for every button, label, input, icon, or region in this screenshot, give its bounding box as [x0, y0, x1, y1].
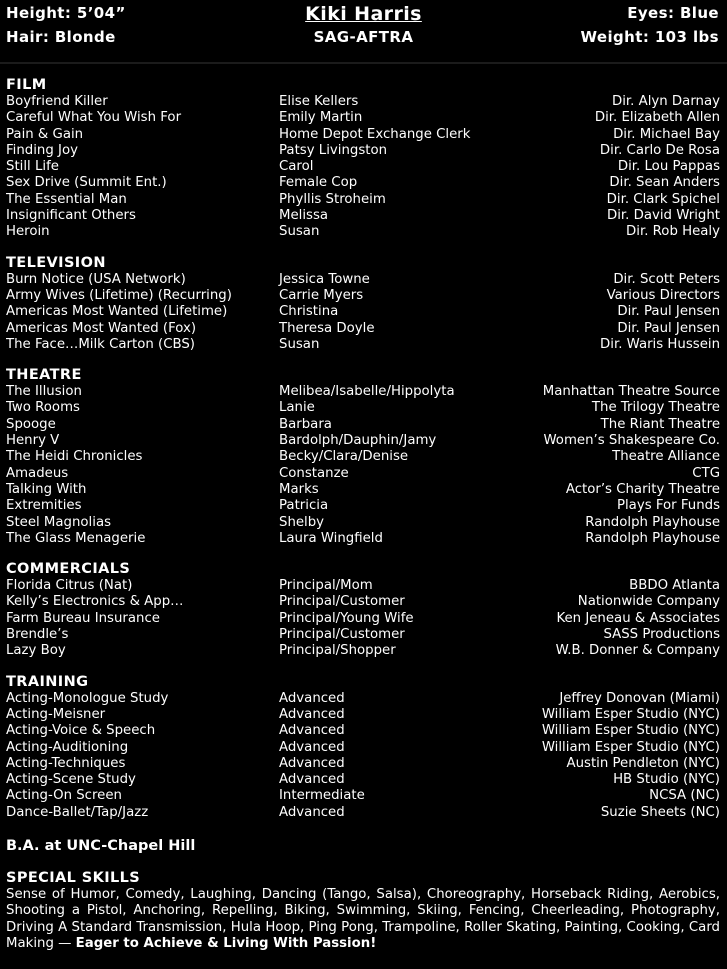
credit-row: [6, 433, 720, 449]
credit-director: Nationwide Company: [577, 594, 720, 610]
credit-row: [6, 515, 720, 531]
credit-title: Army Wives (Lifetime) (Recurring): [6, 287, 232, 303]
credit-row: [6, 304, 720, 320]
skills-list: Sense of Humor, Comedy, Laughing, Dancing (Tango, Salsa), Choreography, Horseback Riding, Aerobics, Shooting a Pistol, Anchoring, Repelling, Biking, Swimming, Skiing, Fencing, Cheerleading, Photography, Driving A Standard Transmission, Hula Hoop, Ping Pong, Trampoline, Roller Skating, Painting, Cooking, Card Making —: [6, 886, 720, 951]
credit-director: SASS Productions: [603, 627, 720, 643]
credit-row: [6, 611, 720, 627]
credit-role: Theresa Doyle: [279, 320, 375, 336]
credit-director: NCSA (NC): [649, 788, 720, 804]
credit-director: Randolph Playhouse: [585, 530, 720, 546]
credit-director: CTG: [692, 465, 720, 481]
credit-role: Principal/Mom: [279, 578, 373, 594]
section-title: TELEVISION: [6, 254, 106, 271]
credit-director: Dir. Lou Pappas: [617, 159, 720, 175]
resume-body: [0, 76, 727, 952]
credit-row: [6, 466, 720, 482]
section-title: COMMERCIALS: [6, 561, 131, 578]
section-television: [6, 254, 720, 353]
credit-role: Patricia: [279, 498, 329, 514]
union-affiliation: SAG-AFTRA: [313, 28, 414, 46]
section-title: THEATRE: [6, 367, 82, 384]
credit-title: The Face…Milk Carton (CBS): [6, 336, 195, 352]
credit-director: Austin Pendleton (NYC): [566, 755, 720, 771]
credit-director: Manhattan Theatre Source: [542, 384, 720, 400]
credit-director: The Trilogy Theatre: [591, 400, 720, 416]
credit-director: The Riant Theatre: [600, 416, 720, 432]
height-stat: Height: 5’04”: [6, 4, 126, 22]
credit-row: [6, 643, 720, 659]
credit-title: Talking With: [6, 481, 87, 497]
credit-row: [6, 594, 720, 610]
credit-row: [6, 756, 720, 772]
credit-row: [6, 482, 720, 498]
credit-title: Amadeus: [6, 465, 69, 481]
credit-title: Careful What You Wish For: [6, 110, 182, 126]
credit-title: Insignificant Others: [6, 208, 136, 224]
credit-row: [6, 337, 720, 353]
credit-role: Susan: [279, 336, 320, 352]
credit-row: [6, 772, 720, 788]
credit-title: Acting-Techniques: [6, 755, 126, 771]
credit-title: Americas Most Wanted (Fox): [6, 320, 197, 336]
hair-stat: Hair: Blonde: [6, 28, 116, 46]
education: B.A. at UNC-Chapel Hill: [6, 837, 196, 854]
credit-title: Pain & Gain: [6, 126, 84, 142]
credit-director: William Esper Studio (NYC): [541, 723, 720, 739]
section-title: FILM: [6, 77, 47, 93]
credit-role: Melibea/Isabelle/Hippolyta: [279, 384, 455, 400]
credit-row: [6, 417, 720, 433]
credit-role: Becky/Clara/Denise: [279, 449, 409, 465]
credit-title: The Glass Menagerie: [6, 530, 146, 546]
credit-title: Acting-Scene Study: [6, 772, 136, 788]
credit-title: Two Rooms: [6, 400, 80, 416]
section-film: [6, 76, 720, 241]
special-skills-text: [6, 887, 720, 952]
credit-role: Principal/Customer: [279, 594, 405, 610]
credit-row: [6, 449, 720, 465]
actor-name: Kiki Harris: [305, 3, 422, 25]
credit-director: Plays For Funds: [616, 498, 720, 514]
credit-role: Elise Kellers: [279, 94, 359, 109]
credit-role: Emily Martin: [279, 110, 363, 126]
credit-title: Dance-Ballet/Tap/Jazz: [6, 804, 149, 820]
eyes-stat: Eyes: Blue: [627, 4, 719, 22]
credit-row: [6, 578, 720, 594]
credit-title: The Illusion: [6, 384, 82, 400]
credit-director: Dir. Waris Hussein: [600, 336, 720, 352]
credit-director: Jeffrey Donovan (Miami): [559, 690, 720, 706]
credit-role: Advanced: [279, 723, 345, 739]
credit-director: Dir. Clark Spichel: [606, 191, 720, 207]
skills-tagline: Eager to Achieve & Living With Passion!: [75, 935, 377, 951]
credit-role: Phyllis Stroheim: [279, 191, 386, 207]
section-title: SPECIAL SKILLS: [6, 869, 141, 886]
credit-director: W.B. Donner & Company: [555, 643, 720, 659]
credit-row: [6, 400, 720, 416]
credit-row: [6, 627, 720, 643]
credit-row: [6, 723, 720, 739]
credit-role: Jessica Towne: [279, 271, 370, 287]
credit-director: Ken Jeneau & Associates: [556, 610, 720, 626]
credit-director: HB Studio (NYC): [613, 772, 720, 788]
credit-title: Burn Notice (USA Network): [6, 271, 186, 287]
credit-role: Advanced: [279, 690, 345, 706]
credit-role: Advanced: [279, 772, 345, 788]
weight-stat: Weight: 103 lbs: [580, 28, 719, 46]
credit-title: Extremities: [6, 498, 82, 514]
credit-role: Female Cop: [279, 175, 358, 191]
credit-director: Theatre Alliance: [612, 449, 720, 465]
credit-role: Lanie: [279, 400, 315, 416]
credit-title: Finding Joy: [6, 142, 78, 158]
credit-title: Sex Drive (Summit Ent.): [6, 175, 167, 191]
credit-role: Principal/Shopper: [279, 643, 396, 659]
credit-role: Susan: [279, 224, 320, 240]
resume-header: [0, 0, 727, 64]
credit-role: Laura Wingfield: [279, 530, 383, 546]
credit-row: [6, 208, 720, 224]
credit-title: Steel Magnolias: [6, 514, 112, 530]
credit-role: Melissa: [279, 208, 329, 224]
credit-role: Advanced: [279, 706, 345, 722]
credit-row: [6, 143, 720, 159]
credit-director: Dir. Elizabeth Allen: [594, 110, 720, 126]
credit-row: [6, 288, 720, 304]
credit-row: [6, 384, 720, 400]
credits-sections: [6, 76, 720, 821]
credit-title: Acting-Voice & Speech: [6, 723, 156, 739]
credit-role: Home Depot Exchange Clerk: [279, 126, 471, 142]
credit-row: [6, 159, 720, 175]
credit-row: [6, 224, 720, 240]
credit-row: [6, 110, 720, 126]
credit-director: Dir. Rob Healy: [626, 224, 720, 240]
credit-director: Actor’s Charity Theatre: [565, 481, 720, 497]
credit-row: [6, 175, 720, 191]
credit-row: [6, 691, 720, 707]
credit-title: Acting-On Screen: [6, 788, 122, 804]
credit-role: Carrie Myers: [279, 287, 364, 303]
credit-row: [6, 805, 720, 821]
credit-director: William Esper Studio (NYC): [541, 706, 720, 722]
credit-role: Intermediate: [279, 788, 365, 804]
credit-title: Acting-Monologue Study: [6, 690, 169, 706]
credit-role: Barbara: [279, 416, 332, 432]
credit-director: Suzie Sheets (NC): [600, 804, 720, 820]
credit-director: Dir. Paul Jensen: [617, 320, 720, 336]
credit-director: BBDO Atlanta: [629, 578, 720, 594]
credit-director: Dir. Carlo De Rosa: [599, 142, 720, 158]
credit-title: Acting-Auditioning: [6, 739, 129, 755]
credit-title: The Essential Man: [6, 191, 127, 207]
credit-title: Acting-Meisner: [6, 706, 106, 722]
credit-director: Dir. Alyn Darnay: [611, 94, 720, 109]
section-theatre: [6, 366, 720, 547]
credit-title: The Heidi Chronicles: [6, 449, 143, 465]
credit-role: Principal/Young Wife: [279, 610, 414, 626]
credit-title: Kelly’s Electronics & App…: [6, 594, 184, 610]
credit-title: Still Life: [6, 159, 59, 175]
credit-role: Principal/Customer: [279, 627, 405, 643]
credit-role: Patsy Livingston: [279, 142, 388, 158]
credit-title: Spooge: [6, 416, 56, 432]
credit-director: Dir. Sean Anders: [609, 175, 720, 191]
credit-title: Americas Most Wanted (Lifetime): [6, 304, 228, 320]
credit-role: Carol: [279, 159, 314, 175]
credit-row: [6, 127, 720, 143]
credit-role: Bardolph/Dauphin/Jamy: [279, 433, 437, 449]
credit-role: Advanced: [279, 804, 345, 820]
credit-row: [6, 272, 720, 288]
credit-director: William Esper Studio (NYC): [541, 739, 720, 755]
credit-row: [6, 707, 720, 723]
credit-director: Dir. David Wright: [606, 208, 720, 224]
credit-title: Florida Citrus (Nat): [6, 578, 133, 594]
credit-title: Heroin: [6, 224, 50, 240]
credit-role: Advanced: [279, 739, 345, 755]
credit-director: Dir. Scott Peters: [613, 271, 720, 287]
credit-director: Dir. Michael Bay: [613, 126, 720, 142]
credit-role: Shelby: [279, 514, 325, 530]
credit-row: [6, 531, 720, 547]
credit-role: Constanze: [279, 465, 349, 481]
credit-director: Dir. Paul Jensen: [617, 304, 720, 320]
credit-director: Randolph Playhouse: [585, 514, 720, 530]
credit-role: Advanced: [279, 755, 345, 771]
credit-director: Women’s Shakespeare Co.: [543, 433, 720, 449]
credit-role: Marks: [279, 481, 319, 497]
credit-title: Brendle’s: [6, 627, 69, 643]
credit-title: Boyfriend Killer: [6, 94, 108, 109]
section-training: [6, 673, 720, 821]
credit-row: [6, 192, 720, 208]
section-commercials: [6, 560, 720, 659]
credit-role: Christina: [279, 304, 339, 320]
credit-title: Henry V: [6, 433, 60, 449]
credit-row: [6, 498, 720, 514]
credit-director: Various Directors: [606, 287, 720, 303]
credit-row: [6, 740, 720, 756]
credit-title: Farm Bureau Insurance: [6, 610, 160, 626]
credit-row: [6, 321, 720, 337]
credit-title: Lazy Boy: [6, 643, 66, 659]
special-skills-section: [6, 869, 720, 952]
credit-row: [6, 94, 720, 110]
section-title: TRAINING: [6, 673, 89, 690]
credit-row: [6, 788, 720, 804]
